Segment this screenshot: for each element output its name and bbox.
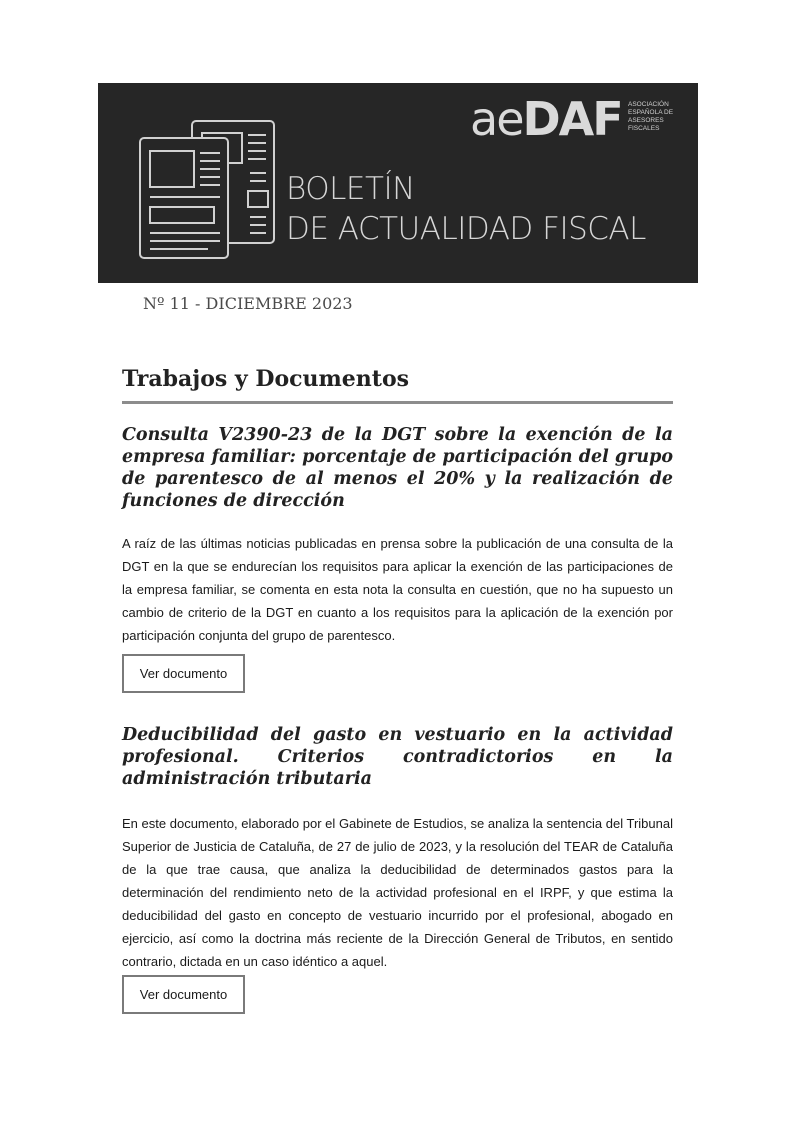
view-document-button[interactable]: Ver documento bbox=[122, 975, 245, 1014]
article-title[interactable]: Consulta V2390-23 de la DGT sobre la exención de la empresa familiar: porcentaje de participación del grupo de parentesco de al menos el 20% y la realización de funciones de dirección bbox=[122, 425, 673, 511]
documents-icon bbox=[98, 83, 288, 283]
bulletin-title-line2: DE ACTUALIDAD FISCAL bbox=[286, 211, 646, 247]
article-body: En este documento, elaborado por el Gabinete de Estudios, se analiza la sentencia del Tribunal Superior de Justicia de Cataluña, de 27 de julio de 2023, y la resolución del TEAR de Cataluña de la que trae causa, que analiza la deducibilidad de determinados gastos para la determinación del rendimiento neto de la actividad profesional en el IRPF, y que estima la deducibilidad del gasto en concepto de vestuario incurrido por el profesional, abogado en ejercicio, así como la doctrina más reciente de la Dirección General de Tributos, en sentido contrario, dictada en un caso idéntico a aquel. bbox=[122, 816, 673, 969]
aedaf-logo bbox=[470, 92, 622, 146]
article-title[interactable]: Deducibilidad del gasto en vestuario en la actividad profesional. Criterios contradictorios en la administración tributaria bbox=[122, 725, 673, 789]
logo-light: ae bbox=[470, 92, 523, 146]
logo-bold: DAF bbox=[522, 92, 622, 146]
article-body: A raíz de las últimas noticias publicadas en prensa sobre la publicación de una consulta de la DGT en la que se endurecían los requisitos para aplicar la exención de las participaciones de la empresa familiar, se comenta en esta nota la consulta en cuestión, que no ha supuesto un cambio de criterio de la DGT en cuanto a los requisitos para la aplicación de la exención por participación conjunta del grupo de parentesco. bbox=[122, 536, 673, 643]
issue-number: Nº 11 - DICIEMBRE 2023 bbox=[143, 294, 353, 313]
bulletin-title-line1: BOLETÍN bbox=[286, 171, 415, 207]
view-document-button[interactable]: Ver documento bbox=[122, 654, 245, 693]
logo-subtitle: ASOCIACIÓN ESPAÑOLA DE ASESORES FISCALES bbox=[628, 101, 674, 132]
section-title: Trabajos y Documentos bbox=[122, 366, 410, 392]
section-divider bbox=[122, 401, 673, 404]
header-banner bbox=[98, 83, 698, 283]
bulletin-title bbox=[286, 169, 646, 249]
